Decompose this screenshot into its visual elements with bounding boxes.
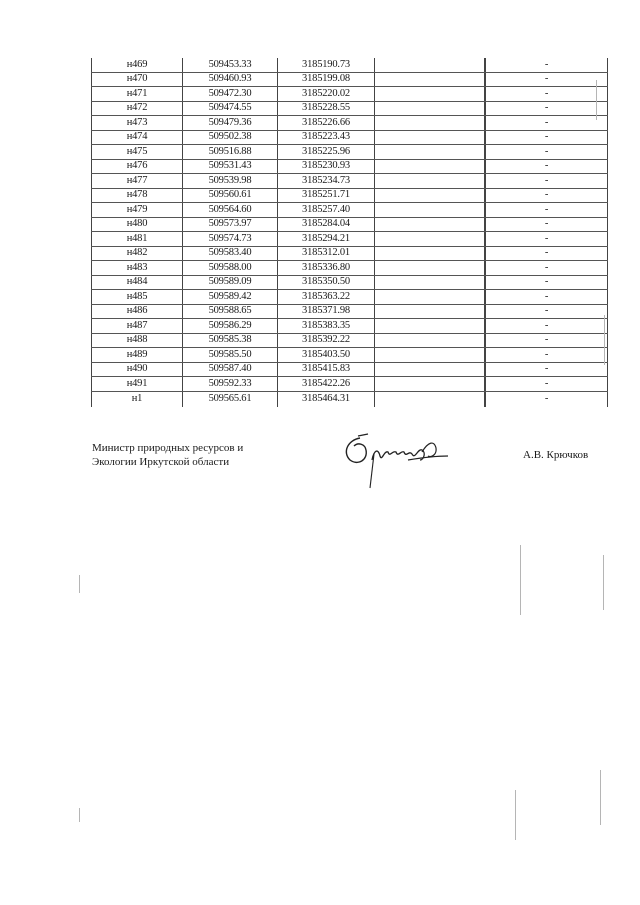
table-row xyxy=(92,304,608,319)
extra-cell: - xyxy=(486,217,608,232)
extra-cell: - xyxy=(486,58,608,72)
extra-cell: - xyxy=(486,362,608,377)
point-cell: н477 xyxy=(92,174,183,189)
extra-cell: - xyxy=(486,203,608,218)
empty-cell xyxy=(375,377,485,392)
empty-cell xyxy=(375,261,485,276)
empty-cell xyxy=(375,116,485,131)
y-coordinate-cell: 3185403.50 xyxy=(278,348,375,363)
coordinates-table xyxy=(91,58,608,407)
table-row xyxy=(92,246,608,261)
extra-cell: - xyxy=(486,319,608,334)
x-coordinate-cell: 509531.43 xyxy=(183,159,278,174)
x-coordinate-cell: 509587.40 xyxy=(183,362,278,377)
point-cell: н470 xyxy=(92,72,183,87)
y-coordinate-cell: 3185230.93 xyxy=(278,159,375,174)
y-coordinate-cell: 3185225.96 xyxy=(278,145,375,160)
extra-cell: - xyxy=(486,261,608,276)
empty-cell xyxy=(375,275,485,290)
extra-cell: - xyxy=(486,87,608,102)
x-coordinate-cell: 509574.73 xyxy=(183,232,278,247)
y-coordinate-cell: 3185350.50 xyxy=(278,275,375,290)
point-cell: н473 xyxy=(92,116,183,131)
x-coordinate-cell: 509565.61 xyxy=(183,391,278,407)
x-coordinate-cell: 509573.97 xyxy=(183,217,278,232)
y-coordinate-cell: 3185284.04 xyxy=(278,217,375,232)
x-coordinate-cell: 509583.40 xyxy=(183,246,278,261)
point-cell: н481 xyxy=(92,232,183,247)
x-coordinate-cell: 509460.93 xyxy=(183,72,278,87)
x-coordinate-cell: 509453.33 xyxy=(183,58,278,72)
point-cell: н487 xyxy=(92,319,183,334)
x-coordinate-cell: 509585.38 xyxy=(183,333,278,348)
x-coordinate-cell: 509479.36 xyxy=(183,116,278,131)
point-cell: н475 xyxy=(92,145,183,160)
extra-cell: - xyxy=(486,275,608,290)
table-row xyxy=(92,174,608,189)
x-coordinate-cell: 509585.50 xyxy=(183,348,278,363)
extra-cell: - xyxy=(486,304,608,319)
x-coordinate-cell: 509564.60 xyxy=(183,203,278,218)
point-cell: н489 xyxy=(92,348,183,363)
y-coordinate-cell: 3185234.73 xyxy=(278,174,375,189)
table-row xyxy=(92,72,608,87)
scan-mark xyxy=(596,80,597,120)
empty-cell xyxy=(375,72,485,87)
table-row xyxy=(92,58,608,72)
extra-cell: - xyxy=(486,290,608,305)
x-coordinate-cell: 509560.61 xyxy=(183,188,278,203)
point-cell: н472 xyxy=(92,101,183,116)
x-coordinate-cell: 509474.55 xyxy=(183,101,278,116)
x-coordinate-cell: 509588.00 xyxy=(183,261,278,276)
y-coordinate-cell: 3185312.01 xyxy=(278,246,375,261)
point-cell: н471 xyxy=(92,87,183,102)
minister-position xyxy=(92,441,243,469)
table-row xyxy=(92,116,608,131)
extra-cell: - xyxy=(486,188,608,203)
x-coordinate-cell: 509472.30 xyxy=(183,87,278,102)
extra-cell: - xyxy=(486,333,608,348)
x-coordinate-cell: 509589.09 xyxy=(183,275,278,290)
point-cell: н469 xyxy=(92,58,183,72)
position-line-2: Экологии Иркутской области xyxy=(92,456,230,468)
table-row xyxy=(92,261,608,276)
empty-cell xyxy=(375,232,485,247)
table-row xyxy=(92,232,608,247)
x-coordinate-cell: 509502.38 xyxy=(183,130,278,145)
y-coordinate-cell: 3185251.71 xyxy=(278,188,375,203)
x-coordinate-cell: 509586.29 xyxy=(183,319,278,334)
empty-cell xyxy=(375,130,485,145)
extra-cell: - xyxy=(486,377,608,392)
y-coordinate-cell: 3185294.21 xyxy=(278,232,375,247)
table-row xyxy=(92,333,608,348)
scan-mark xyxy=(79,808,80,822)
table-row xyxy=(92,203,608,218)
empty-cell xyxy=(375,333,485,348)
extra-cell: - xyxy=(486,101,608,116)
point-cell: н484 xyxy=(92,275,183,290)
point-cell: н483 xyxy=(92,261,183,276)
point-cell: н486 xyxy=(92,304,183,319)
point-cell: н480 xyxy=(92,217,183,232)
empty-cell xyxy=(375,203,485,218)
x-coordinate-cell: 509516.88 xyxy=(183,145,278,160)
y-coordinate-cell: 3185336.80 xyxy=(278,261,375,276)
empty-cell xyxy=(375,290,485,305)
point-cell: н476 xyxy=(92,159,183,174)
table-row xyxy=(92,290,608,305)
table-row xyxy=(92,87,608,102)
extra-cell: - xyxy=(486,348,608,363)
x-coordinate-cell: 509589.42 xyxy=(183,290,278,305)
y-coordinate-cell: 3185464.31 xyxy=(278,391,375,407)
extra-cell: - xyxy=(486,116,608,131)
point-cell: н482 xyxy=(92,246,183,261)
extra-cell: - xyxy=(486,232,608,247)
table-row xyxy=(92,188,608,203)
extra-cell: - xyxy=(486,159,608,174)
empty-cell xyxy=(375,145,485,160)
y-coordinate-cell: 3185363.22 xyxy=(278,290,375,305)
table-row xyxy=(92,159,608,174)
table-row xyxy=(92,130,608,145)
extra-cell: - xyxy=(486,174,608,189)
empty-cell xyxy=(375,304,485,319)
table-row xyxy=(92,101,608,116)
table-row xyxy=(92,217,608,232)
empty-cell xyxy=(375,319,485,334)
table-row xyxy=(92,362,608,377)
point-cell: н1 xyxy=(92,391,183,407)
y-coordinate-cell: 3185422.26 xyxy=(278,377,375,392)
scan-mark xyxy=(604,315,605,365)
y-coordinate-cell: 3185228.55 xyxy=(278,101,375,116)
scan-mark xyxy=(603,555,604,610)
x-coordinate-cell: 509539.98 xyxy=(183,174,278,189)
empty-cell xyxy=(375,58,485,72)
signatory-name: А.В. Крючков xyxy=(523,449,589,461)
empty-cell xyxy=(375,391,485,407)
y-coordinate-cell: 3185415.83 xyxy=(278,362,375,377)
empty-cell xyxy=(375,362,485,377)
point-cell: н491 xyxy=(92,377,183,392)
y-coordinate-cell: 3185223.43 xyxy=(278,130,375,145)
table-row xyxy=(92,145,608,160)
empty-cell xyxy=(375,159,485,174)
handwritten-signature xyxy=(338,430,453,492)
scan-mark xyxy=(600,770,601,825)
table-row xyxy=(92,275,608,290)
table-row xyxy=(92,377,608,392)
point-cell: н478 xyxy=(92,188,183,203)
point-cell: н488 xyxy=(92,333,183,348)
y-coordinate-cell: 3185383.35 xyxy=(278,319,375,334)
empty-cell xyxy=(375,188,485,203)
empty-cell xyxy=(375,101,485,116)
scan-mark xyxy=(79,575,80,593)
scan-mark xyxy=(515,790,516,840)
table-row xyxy=(92,348,608,363)
table-row xyxy=(92,319,608,334)
point-cell: н490 xyxy=(92,362,183,377)
point-cell: н474 xyxy=(92,130,183,145)
empty-cell xyxy=(375,217,485,232)
y-coordinate-cell: 3185257.40 xyxy=(278,203,375,218)
extra-cell: - xyxy=(486,145,608,160)
empty-cell xyxy=(375,87,485,102)
extra-cell: - xyxy=(486,72,608,87)
coordinates-table-body xyxy=(92,58,608,407)
empty-cell xyxy=(375,348,485,363)
x-coordinate-cell: 509592.33 xyxy=(183,377,278,392)
extra-cell: - xyxy=(486,130,608,145)
x-coordinate-cell: 509588.65 xyxy=(183,304,278,319)
y-coordinate-cell: 3185392.22 xyxy=(278,333,375,348)
point-cell: н479 xyxy=(92,203,183,218)
extra-cell: - xyxy=(486,391,608,407)
empty-cell xyxy=(375,246,485,261)
point-cell: н485 xyxy=(92,290,183,305)
y-coordinate-cell: 3185190.73 xyxy=(278,58,375,72)
scan-mark xyxy=(520,545,521,615)
y-coordinate-cell: 3185220.02 xyxy=(278,87,375,102)
extra-cell: - xyxy=(486,246,608,261)
table-row xyxy=(92,391,608,407)
y-coordinate-cell: 3185226.66 xyxy=(278,116,375,131)
y-coordinate-cell: 3185199.08 xyxy=(278,72,375,87)
position-line-1: Министр природных ресурсов и xyxy=(92,442,244,454)
empty-cell xyxy=(375,174,485,189)
y-coordinate-cell: 3185371.98 xyxy=(278,304,375,319)
